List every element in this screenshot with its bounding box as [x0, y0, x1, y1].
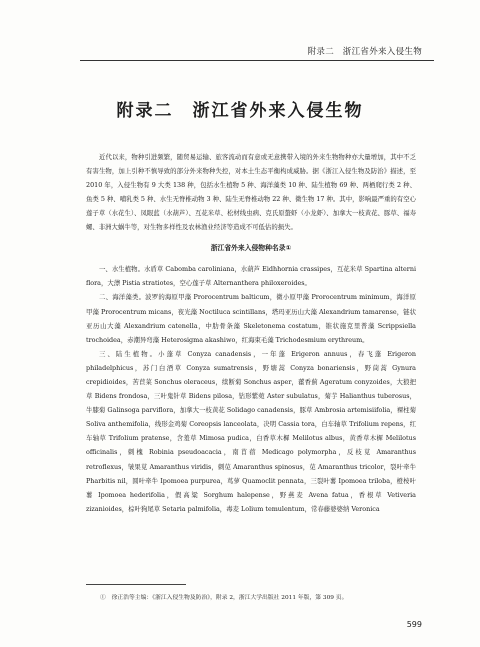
- intro-paragraph: 近代以来，物种引进频繁，随贸易运输、旅客流动而有意或无意携带入境的外来生物物种亦大量增加，其中不乏有害生物，加上引种不慎导致的部分外来物种失控，对本土生态平衡构成威胁。据《浙江入侵生物及防治》描述，至 2010 年，入侵生物有 9 大类 138 种，包括水生植物 5 种、海洋藻类 10 种、陆生植物 69 种、两栖爬行类 2 种、鱼类 5 种、哺乳类 5 种、水生无脊椎动物 3 种、陆生无脊椎动物 22 种、微生物 17 种。其中，影响最严重的有空心莲子草（水花生）、凤眼蓝（水葫芦）、互花米草、松材线虫病、克氏原螯虾（小龙虾）、加拿大一枝黄花、豚草、福寿螺、非洲大蜗牛等，对生物多样性及农林渔业经济等造成不可低估的损失。: [86, 153, 416, 232]
- running-header: 附录二 浙江省外来入侵生物: [307, 47, 422, 57]
- section-aquatic-plants: 一、水生植物。水盾草 Cabomba caroliniana，水葫芦 Eidhhornia crassipes，互花米草 Spartina alterni flora，大薸 Pistia stratiotes，空心莲子草 Alternanthera philoxeroides。: [86, 265, 416, 288]
- section-terrestrial-plants: 三、陆生植物。小蓬草 Conyza canadensis，一年蓬 Erigeron annuus，春飞蓬 Erigeron philadelphicus，苏门白酒草 Conyza sumatrensis，野塘蒿 Conyza bonariensis，野茼蒿 Gynura crepidioides，苦苣菜 Sonchus oleraceus，续断菊 Sonchus asper，藿香蓟 Ageratum conyzoides，大狼把草 Bidens frondosa，三叶鬼针草 Bidens pilosa，钻形紫菀 Aster subulatus，菊芋 Halianthus tuberosus，牛膝菊 Galinsoga parviflora，加拿大一枝黄花 Solidago canadensis，豚草 Ambrosia artemisiifolia，裸柱菊 Soliva anthemifolia，线形金鸡菊 Coreopsis lanceolata，决明 Cassia tora，白车轴草 Trifolium repens，红车轴草 Trifolium pratense，含羞草 Mimosa pudica，白香草木樨 Melilotus albus，黄香草木樨 Melilotus officinalis，刺槐 Robinia pseudoacacia，南苜蓿 Medicago polymorpha，反枝苋 Amaranthus retroflexus，皱果苋 Amaranthus viridis，刺苋 Amaranthus spinosus，苋 Amaranthus tricolor，裂叶牵牛 Pharbitis nil，圆叶牵牛 Ipomoea purpurea，茑萝 Quamoclit pennata，三裂叶薯 Ipomoea triloba，橙桉叶薯 Ipomoea hederifolia，假高粱 Sorghum halepense，野燕麦 Avena fatua，香根草 Vetiveria zizanioides，棕叶狗尾草 Setaria palmifolia，毒麦 Lolium temulentum，常春藤婆婆纳 Veronica: [86, 349, 416, 513]
- page-number: 599: [406, 620, 422, 629]
- page-title: 附录二 浙江省外来入侵生物: [116, 101, 364, 121]
- body-text: [86, 150, 416, 516]
- list-heading: 浙江省外来入侵物种名录①: [210, 244, 292, 253]
- footnote-rule: [86, 584, 186, 585]
- section-marine-algae: 二、海洋藻类。波罗的海原甲藻 Prorocentrum balticum，微小原甲藻 Prorocentrum minimum，海洋原甲藻 Prorocentrum micans，夜光藻 Noctiluca scintillans，塔玛亚历山大藻 Alexandrium tamarense，链状亚历山大藻 Alexandrium catenella，中肋骨条藻 Skeletonema costatum，锥状施克里普藻 Scrippsiella trochoidea，赤潮异弯藻 Heterosigma akashiwo，红海束毛藻 Trichodesmium erythreum。: [86, 293, 416, 344]
- header-rule: [80, 60, 434, 61]
- footnote: ① 徐正浩等主编：《浙江入侵生物及防治》，附录 2，浙江大学出版社 2011 年版，第 309 页。: [100, 595, 348, 601]
